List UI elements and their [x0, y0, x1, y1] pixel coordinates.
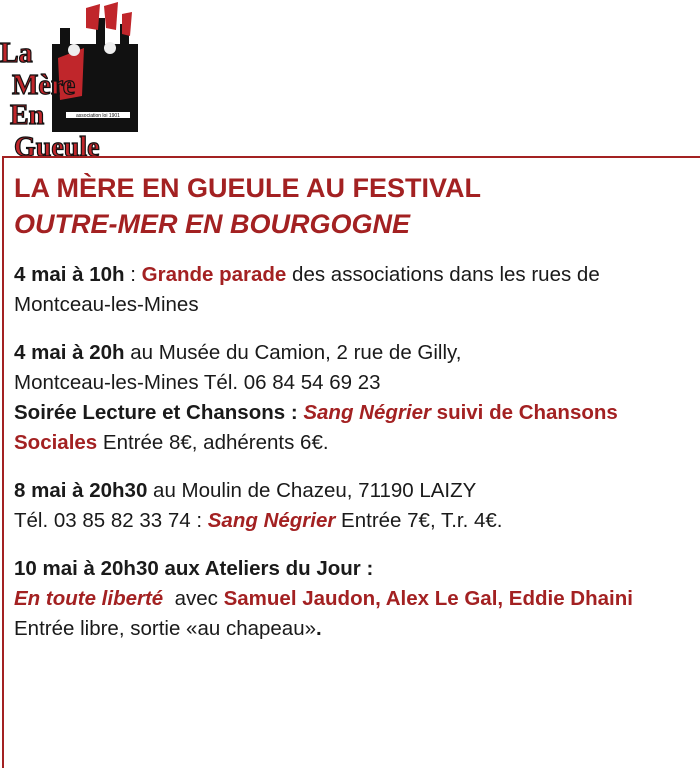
event-end: . — [316, 617, 322, 640]
title-line-1: LA MÈRE EN GUEULE AU FESTIVAL — [14, 173, 482, 203]
event-with: avec — [163, 587, 224, 610]
logo — [0, 0, 145, 162]
event-phone: Tél. 03 85 82 33 74 : — [14, 509, 208, 532]
event-venue: au Musée du Camion, 2 rue de Gilly, — [124, 341, 462, 364]
event-parade — [14, 260, 694, 320]
event-price: Entrée 7€, T.r. 4€. — [335, 509, 503, 532]
page-title — [14, 170, 694, 242]
event-program-label: Soirée Lecture et Chansons : — [14, 401, 304, 424]
event-date: 4 mai à 10h — [14, 263, 125, 286]
event-ateliers-jour — [14, 554, 694, 644]
event-date: 10 mai à 20h30 — [14, 557, 159, 580]
event-venue: aux Ateliers du Jour : — [158, 557, 374, 580]
logo-word-mere: Mère — [12, 70, 76, 101]
logo-caption: association loi 1901 — [76, 113, 120, 119]
logo-word-gueule: Gueule — [14, 132, 100, 162]
event-address-phone: Montceau-les-Mines Tél. 06 84 54 69 23 — [14, 371, 381, 394]
event-program-title-2: Chansons Sociales — [14, 401, 618, 454]
event-highlight: Grande parade — [141, 263, 287, 286]
title-line-2: OUTRE-MER EN BOURGOGNE — [14, 209, 411, 239]
event-program-title: Sang Négrier — [303, 401, 431, 424]
event-program-title: En toute liberté — [14, 587, 164, 610]
event-program-joiner: suivi de — [430, 401, 519, 424]
logo-word-la: La — [0, 38, 33, 69]
logo-graphic — [0, 0, 145, 162]
event-date: 4 mai à 20h — [14, 341, 125, 364]
article — [14, 170, 694, 644]
event-price: Entrée libre, sortie «au chapeau» — [14, 617, 317, 640]
logo-word-en: En — [10, 100, 45, 131]
event-moulin-chazeu — [14, 476, 694, 536]
event-artists: Samuel Jaudon, Alex Le Gal, Eddie Dhaini — [223, 587, 633, 610]
event-date: 8 mai à 20h30 — [14, 479, 148, 502]
event-musee-camion — [14, 338, 694, 458]
event-separator: : — [124, 263, 142, 286]
event-venue: au Moulin de Chazeu, 71190 LAIZY — [147, 479, 477, 502]
event-price: Entrée 8€, adhérents 6€. — [97, 431, 329, 454]
event-description: des associations dans les rues de Montceau-les-Mines — [14, 263, 600, 316]
event-program-title: Sang Négrier — [207, 509, 336, 532]
